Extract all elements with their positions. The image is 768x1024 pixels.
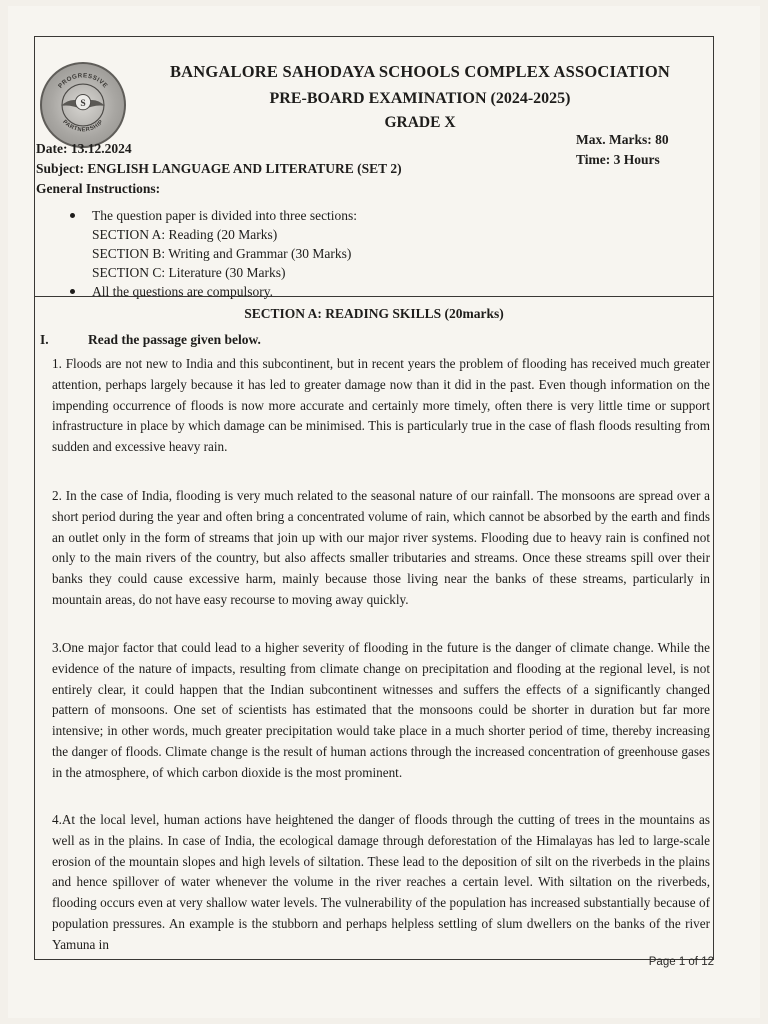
instruction-text: The question paper is divided into three sections:	[92, 208, 358, 223]
instructions-list	[62, 206, 357, 301]
subject-line: Subject: ENGLISH LANGUAGE AND LITERATURE (SET 2)	[36, 161, 402, 176]
section-a-title: SECTION A: READING SKILLS (20marks)	[244, 306, 504, 321]
passage-paragraph-2: 2. In the case of India, flooding is very much related to the seasonal nature of our rainfall. The monsoons are spread over a short period during the year and often bring a concentrated volume of rain, which cannot be absorbed by the earth and finds an outlet only in the form of streams that join up with our major river systems. Flooding due to heavy rain is confined not only to the main rivers of the country, but also affects smaller tributaries and streams. Once these streams spill over their banks they could cause excessive harm, mainly because those living near the banks of these streams, particularly in mountain areas, do not have easy recourse to moving away quickly.	[52, 488, 710, 607]
bullet	[70, 213, 75, 218]
instruction-item	[62, 206, 357, 282]
exam-date: Date: 13.12.2024	[36, 141, 132, 156]
question-number: I.	[40, 332, 49, 347]
passage-paragraph-1: 1. Floods are not new to India and this subcontinent, but in recent years the problem of flooding has received much greater attention, perhaps largely because it has led to greater damage now than it did in the past. Even though information on the impending occurrence of floods is now more accurate and certainly more timely, often there is very little time or support infrastructure in place by which damage can be minimised. This is particularly true in the case of flash floods resulting from sudden and excessive heavy rain.	[52, 356, 710, 455]
grade-title: GRADE X	[384, 114, 456, 131]
page-number: Page 1 of 12	[648, 956, 714, 968]
passage-paragraph-3: 3.One major factor that could lead to a higher severity of flooding in the future is the danger of climate change. While the evidence of the nature of impacts, resulting from climate change on precipitation and flooding at the regional level, is not entirely clear, it could happen that the Indian subcontinent witnesses and suffers the effects of a significantly changed pattern of monsoons. One set of scientists has estimated that the monsoons could be shorter in duration but far more intensive; in other words, much greater precipitation would take place in a much shorter period of time, thereby increasing the danger of floods. Climate change is the result of human actions through the increased concentration of greenhouse gases in the atmosphere, of which carbon dioxide is the most prominent.	[52, 640, 710, 780]
svg-text:PROGRESSIVE	[57, 72, 109, 89]
instruction-item	[62, 282, 357, 301]
section-a-info: SECTION A: Reading (20 Marks)	[92, 227, 278, 242]
section-c-info: SECTION C: Literature (30 Marks)	[92, 265, 286, 280]
logo-text-top: PROGRESSIVE	[57, 72, 109, 90]
exam-time: Time: 3 Hours	[576, 152, 660, 167]
general-instructions-heading: General Instructions:	[36, 181, 161, 196]
section-b-info: SECTION B: Writing and Grammar (30 Marks)	[92, 246, 352, 261]
logo-center-letter: S	[80, 98, 86, 109]
exam-title: PRE-BOARD EXAMINATION (2024-2025)	[269, 90, 571, 107]
association-title: BANGALORE SAHODAYA SCHOOLS COMPLEX ASSOCIATION	[169, 62, 671, 81]
school-association-logo	[40, 62, 126, 148]
bullet	[70, 289, 75, 294]
instruction-text: All the questions are compulsory.	[92, 284, 273, 299]
section-divider	[34, 296, 714, 297]
question-prompt: Read the passage given below.	[88, 332, 261, 347]
logo-emblem	[42, 64, 124, 146]
logo-text-bottom: PARTNERSHIP	[61, 119, 105, 134]
max-marks: Max. Marks: 80	[576, 132, 669, 147]
passage-paragraph-4: 4.At the local level, human actions have heightened the danger of floods through the cutting of trees in the mountains as well as in the plains. In case of India, the ecological damage through deforestation of the Himalayas has led to large-scale erosion of the mountain slopes and high levels of siltation. These lead to the deposition of silt on the riverbeds in the plains and hence spillover of water whenever the volume in the river reaches a certain level. With siltation on the riverbeds, flooding occurs even at very shallow water levels. The vulnerability of the population has increased substantially because of population pressures. An example is the stubborn and perhaps helpless settling of slum dwellers on the banks of the river Yamuna in	[52, 812, 710, 952]
